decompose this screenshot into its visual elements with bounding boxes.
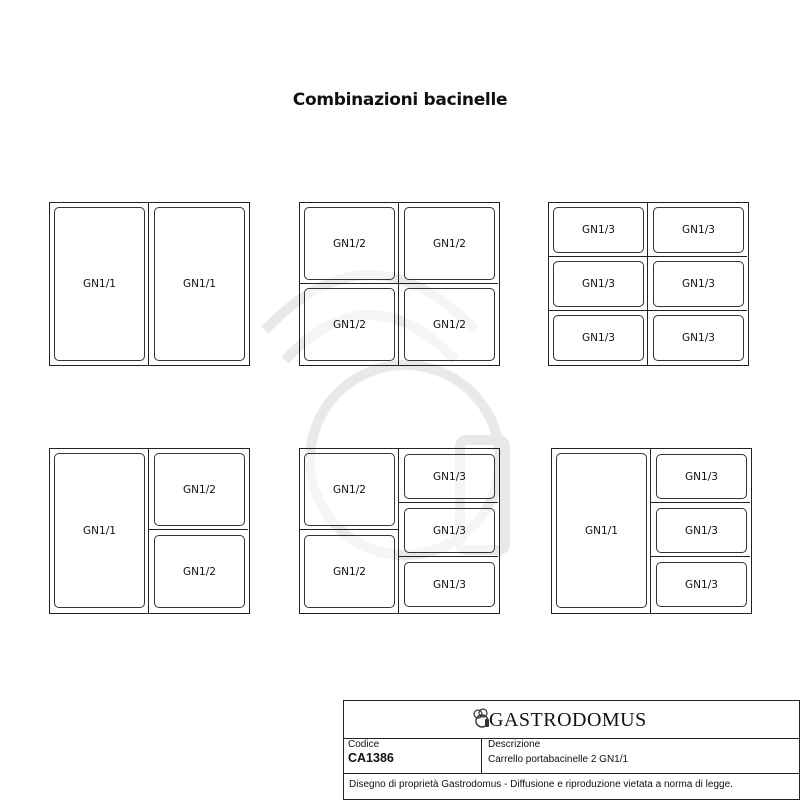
- pan-label: GN1/3: [685, 578, 718, 591]
- layout-2x-gn12-3x-gn13: [299, 448, 500, 614]
- divider: [300, 529, 398, 530]
- pan-gn13: [656, 454, 747, 499]
- pan-gn13: [553, 315, 644, 361]
- pan-gn13: [553, 207, 644, 253]
- pan-gn11: [54, 453, 145, 608]
- pan-label: GN1/3: [433, 578, 466, 591]
- divider: [148, 203, 149, 365]
- codice-label: Codice: [348, 739, 380, 750]
- pan-gn13: [653, 315, 744, 361]
- pan-label: GN1/3: [682, 224, 715, 236]
- pan-label: GN1/2: [333, 565, 366, 578]
- pan-gn13: [404, 454, 495, 499]
- pan-label: GN1/3: [582, 224, 615, 236]
- pan-gn13: [553, 261, 644, 307]
- drawing-title: Combinazioni bacinelle: [292, 90, 508, 110]
- pan-label: GN1/3: [685, 470, 718, 483]
- pan-label: GN1/2: [333, 237, 366, 250]
- divider: [481, 738, 482, 773]
- divider: [647, 203, 648, 365]
- layout-6x-gn13: [548, 202, 749, 366]
- pan-label: GN1/2: [433, 318, 466, 331]
- pan-gn13: [653, 207, 744, 253]
- pan-label: GN1/3: [685, 524, 718, 537]
- divider: [650, 556, 750, 557]
- title-block: [343, 700, 800, 800]
- pan-label: GN1/2: [333, 483, 366, 496]
- pan-label: GN1/3: [682, 278, 715, 290]
- descrizione-label: Descrizione: [488, 739, 541, 750]
- pan-label: GN1/2: [333, 318, 366, 331]
- pan-gn12: [304, 453, 395, 526]
- pan-gn11: [556, 453, 647, 608]
- pan-gn12: [404, 288, 495, 361]
- brand-name: GASTRODOMUS: [489, 709, 647, 731]
- divider: [148, 529, 248, 530]
- pan-label: GN1/2: [433, 237, 466, 250]
- pan-gn13: [656, 562, 747, 607]
- divider: [300, 283, 498, 284]
- layout-4x-gn12: [299, 202, 500, 366]
- pan-gn11: [54, 207, 145, 361]
- pan-gn12: [154, 535, 245, 608]
- divider: [398, 449, 399, 613]
- code-description-row: [344, 738, 799, 774]
- pan-label: GN1/2: [183, 565, 216, 578]
- pan-gn13: [404, 508, 495, 553]
- brand-row: [344, 701, 799, 739]
- pan-gn12: [154, 453, 245, 526]
- pan-gn12: [304, 535, 395, 608]
- divider: [398, 502, 498, 503]
- pan-gn11: [154, 207, 245, 361]
- divider: [148, 449, 149, 613]
- pan-label: GN1/1: [585, 524, 618, 537]
- pan-label: GN1/1: [83, 524, 116, 537]
- pan-label: GN1/1: [183, 278, 216, 290]
- copyright-notice: Disegno di proprietà Gastrodomus - Diffusione e riproduzione vietata a norma di legge.: [349, 779, 733, 790]
- pan-gn12: [304, 288, 395, 361]
- layout-2x-gn11: [49, 202, 250, 366]
- pan-label: GN1/3: [582, 332, 615, 344]
- divider: [398, 203, 399, 365]
- divider: [398, 556, 498, 557]
- pan-gn13: [404, 562, 495, 607]
- descrizione-value: Carrello portabacinelle 2 GN1/1: [488, 754, 629, 765]
- pan-label: GN1/3: [582, 278, 615, 290]
- pan-label: GN1/2: [183, 483, 216, 496]
- divider: [650, 449, 651, 613]
- pan-label: GN1/1: [83, 278, 116, 290]
- pan-gn12: [304, 207, 395, 280]
- divider: [650, 502, 750, 503]
- pan-gn13: [656, 508, 747, 553]
- pan-gn12: [404, 207, 495, 280]
- pan-gn13: [653, 261, 744, 307]
- divider: [549, 310, 747, 311]
- divider: [549, 256, 747, 257]
- pan-label: GN1/3: [682, 332, 715, 344]
- layout-gn11-2x-gn12: [49, 448, 250, 614]
- layout-gn11-3x-gn13: [551, 448, 752, 614]
- pan-label: GN1/3: [433, 524, 466, 537]
- pan-label: GN1/3: [433, 470, 466, 483]
- codice-value: CA1386: [348, 751, 394, 765]
